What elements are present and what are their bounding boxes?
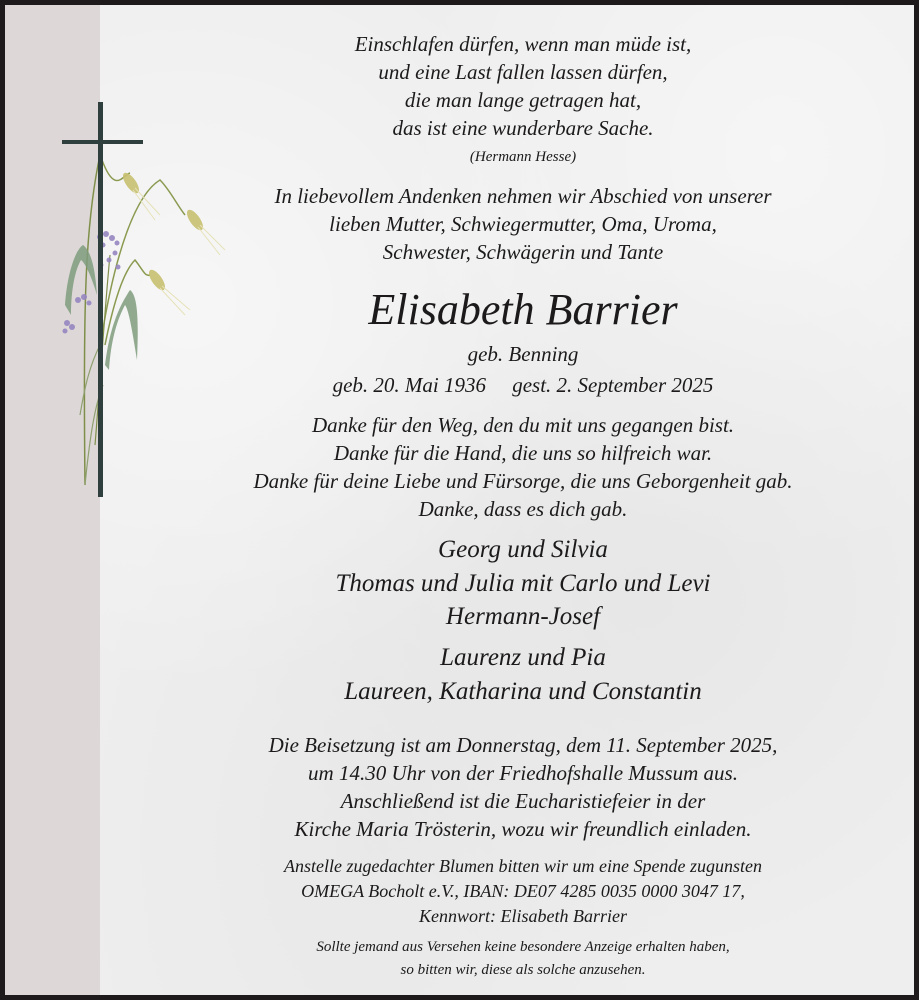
donation-line: Anstelle zugedachter Blumen bitten wir um eine Spende zugunsten: [284, 856, 762, 876]
quote-line: Einschlafen dürfen, wenn man müde ist,: [354, 32, 692, 56]
family-line: Laurenz und Pia: [440, 644, 606, 671]
funeral-line: um 14.30 Uhr von der Friedhofshalle Mussum aus.: [308, 761, 738, 785]
intro-line: Schwester, Schwägerin und Tante: [382, 240, 664, 264]
funeral-line: Die Beisetzung ist am Donnerstag, dem 11. September 2025,: [268, 733, 778, 757]
obituary-text: [116, 5, 914, 995]
footer-line: Sollte jemand aus Versehen keine besondere Anzeige erhalten haben,: [316, 939, 730, 955]
quote-line: und eine Last fallen lassen dürfen,: [378, 60, 668, 84]
funeral-line: Anschließend ist die Eucharistiefeier in der: [340, 789, 706, 813]
intro-line: lieben Mutter, Schwiegermutter, Oma, Uroma,: [329, 212, 717, 236]
thanks-line: Danke für die Hand, die uns so hilfreich war.: [333, 441, 713, 465]
family-line: Laureen, Katharina und Constantin: [344, 678, 702, 705]
deceased-name: Elisabeth Barrier: [368, 285, 678, 334]
thanks-line: Danke für deine Liebe und Fürsorge, die uns Geborgenheit gab.: [253, 469, 793, 493]
family-line: Thomas und Julia mit Carlo und Levi: [335, 570, 711, 597]
life-dates: geb. 20. Mai 1936 gest. 2. September 2025: [332, 373, 714, 397]
family-line: Hermann-Josef: [445, 603, 601, 630]
quote-attribution: (Hermann Hesse): [469, 149, 577, 165]
maiden-name: geb. Benning: [467, 342, 579, 366]
obituary-card: [5, 5, 914, 995]
donation-line: OMEGA Bocholt e.V., IBAN: DE07 4285 0035 0000 3047 17,: [301, 881, 745, 901]
footer-line: so bitten wir, diese als solche anzusehen.: [400, 962, 646, 978]
intro-line: In liebevollem Andenken nehmen wir Abschied von unserer: [274, 184, 772, 208]
thanks-line: Danke, dass es dich gab.: [418, 497, 628, 521]
family-line: Georg und Silvia: [438, 536, 608, 563]
donation-line: Kennwort: Elisabeth Barrier: [419, 906, 627, 926]
funeral-line: Kirche Maria Trösterin, wozu wir freundlich einladen.: [294, 817, 752, 841]
quote-line: das ist eine wunderbare Sache.: [392, 116, 654, 140]
thanks-line: Danke für den Weg, den du mit uns gegangen bist.: [311, 413, 735, 437]
quote-line: die man lange getragen hat,: [404, 88, 642, 112]
